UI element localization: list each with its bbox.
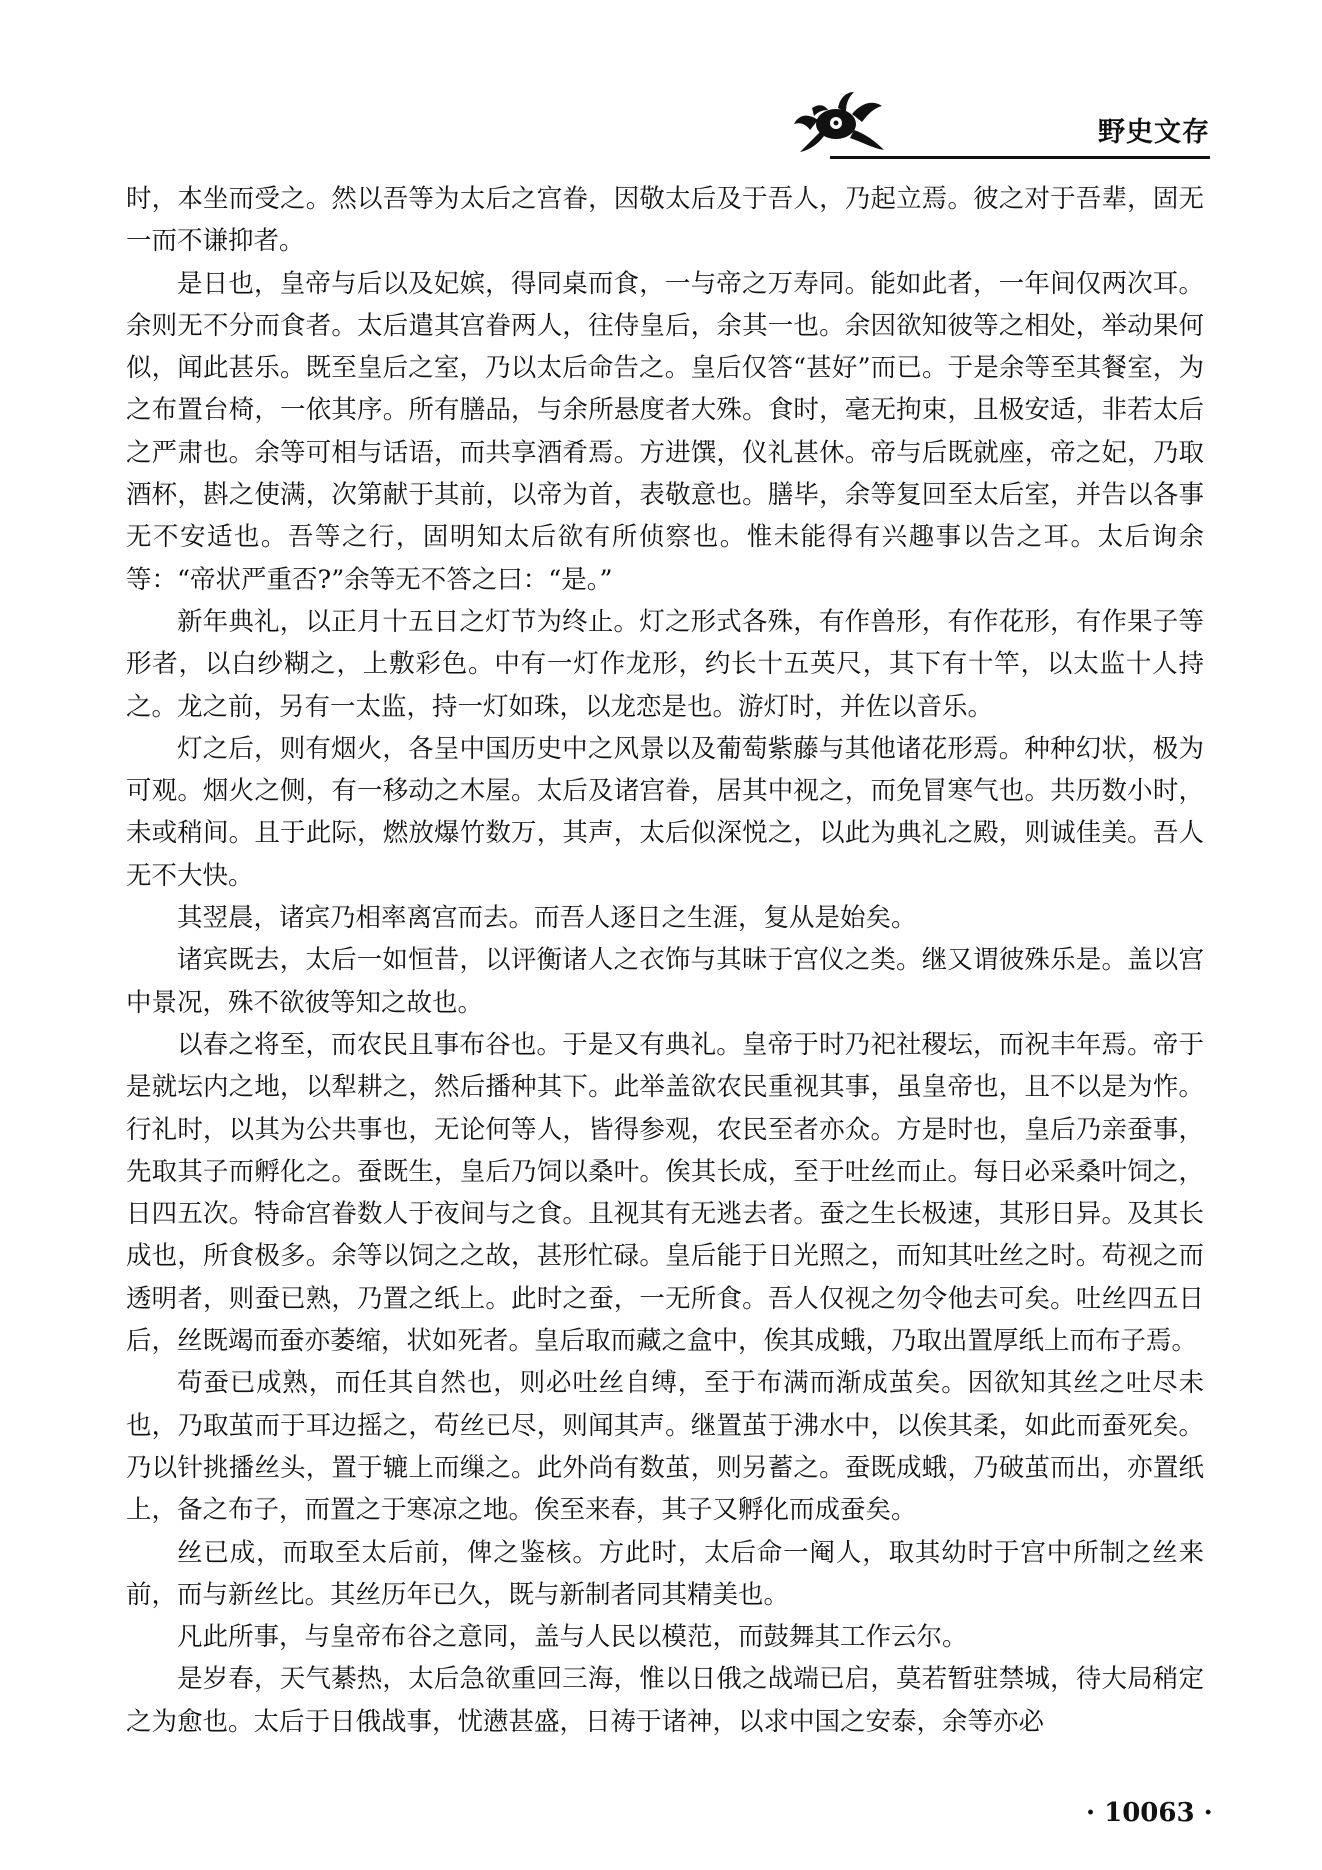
page-number: · 10063 · bbox=[1086, 1798, 1213, 1828]
paragraph: 其翌晨，诸宾乃相率离宫而去。而吾人逐日之生涯，复从是始矣。 bbox=[177, 903, 917, 934]
dragon-emblem-icon bbox=[788, 90, 888, 156]
body-text bbox=[126, 178, 1204, 1743]
paragraph: 是日也，皇帝与后以及妃嫔，得同桌而食，一与帝之万寿同。能如此者，一年间仅两次耳。余则无不分而食者。太后遣其宫眷两人，往侍皇后，余其一也。余因欲知彼等之相处，举动果何似，闻此甚乐。既至皇后之室，乃以太后命告之。皇后仅答“甚好”而已。于是余等至其餐室，为之布置台椅，一依其序。所有膳品，与余所悬度者大殊。食时，毫无拘束，且极安适，非若太后之严肃也。余等可相与话语，而共享酒肴焉。方进馔，仪礼甚休。帝与后既就座，帝之妃，乃取酒杯，斟之使满，次第献于其前，以帝为首，表敬意也。膳毕，余等复回至太后室，并告以各事无不安适也。吾等之行，固明知太后欲有所侦察也。惟未能得有兴趣事以告之耳。太后询余等：“帝状严重否?”余等无不答之曰：“是。” bbox=[126, 268, 1204, 595]
paragraph: 丝已成，而取至太后前，俾之鉴核。方此时，太后命一阉人，取其幼时于宫中所制之丝来前，而与新丝比。其丝历年已久，既与新制者同其精美也。 bbox=[126, 1537, 1204, 1610]
paragraph: 新年典礼，以正月十五日之灯节为终止。灯之形式各殊，有作兽形，有作花形，有作果子等形者，以白纱糊之，上敷彩色。中有一灯作龙形，约长十五英尺，其下有十竿，以太监十人持之。龙之前，另有一太监，持一灯如珠，以龙恋是也。游灯时，并佐以音乐。 bbox=[126, 606, 1204, 722]
paragraph: 灯之后，则有烟火，各呈中国历史中之风景以及葡萄紫藤与其他诸花形焉。种种幻状，极为可观。烟火之侧，有一移动之木屋。太后及诸宫眷，居其中视之，而免冒寒气也。共历数小时，未或稍间。且于此际，燃放爆竹数万，其声，太后似深悦之，以此为典礼之殿，则诚佳美。吾人无不大快。 bbox=[126, 733, 1204, 891]
running-header bbox=[770, 88, 1210, 158]
paragraph: 是岁春，天气綦热，太后急欲重回三海，惟以日俄之战端已启，莫若暂驻禁城，待大局稍定之为愈也。太后于日俄战事，忧懑甚盛，日祷于诸神，以求中国之安泰，余等亦必 bbox=[126, 1664, 1204, 1737]
paragraph: 诸宾既去，太后一如恒昔，以评衡诸人之衣饰与其昧于宫仪之类。继又谓彼殊乐是。盖以宫中景况，殊不欲彼等知之故也。 bbox=[126, 945, 1204, 1018]
header-rule bbox=[830, 156, 1210, 159]
paragraph: 以春之将至，而农民且事布谷也。于是又有典礼。皇帝于时乃祀社稷坛，而祝丰年焉。帝于是就坛内之地，以犁耕之，然后播种其下。此举盖欲农民重视其事，虽皇帝也，且不以是为怍。行礼时，以其为公共事也，无论何等人，皆得参观，农民至者亦众。方是时也，皇后乃亲蚕事，先取其子而孵化之。蚕既生，皇后乃饲以桑叶。俟其长成，至于吐丝而止。每日必采桑叶饲之，日四五次。特命宫眷数人于夜间与之食。且视其有无逃去者。蚕之生长极速，其形日异。及其长成也，所食极多。余等以饲之之故，甚形忙碌。皇后能于日光照之，而知其吐丝之时。苟视之而透明者，则蚕已熟，乃置之纸上。此时之蚕，一无所食。吾人仅视之勿令他去可矣。吐丝四五日后，丝既竭而蚕亦萎缩，状如死者。皇后取而藏之盒中，俟其成蛾，乃取出置厚纸上而布子焉。 bbox=[126, 1029, 1204, 1357]
header-title: 野史文存 bbox=[1098, 117, 1210, 148]
paragraph: 时，本坐而受之。然以吾等为太后之宫眷，因敬太后及于吾人，乃起立焉。彼之对于吾辈，固无一而不谦抑者。 bbox=[126, 184, 1204, 257]
paragraph: 凡此所事，与皇帝布谷之意同，盖与人民以模范，而鼓舞其工作云尔。 bbox=[177, 1622, 968, 1653]
paragraph: 苟蚕已成熟，而任其自然也，则必吐丝自缚，至于布满而渐成茧矣。因欲知其丝之吐尽未也，乃取茧而于耳边摇之，苟丝已尽，则闻其声。继置茧于沸水中，以俟其柔，如此而蚕死矣。乃以针挑播丝头，置于辘上而缫之。此外尚有数茧，则另蓄之。蚕既成蛾，乃破茧而出，亦置纸上，备之布子，而置之于寒凉之地。俟至来春，其子又孵化而成蚕矣。 bbox=[126, 1368, 1204, 1526]
